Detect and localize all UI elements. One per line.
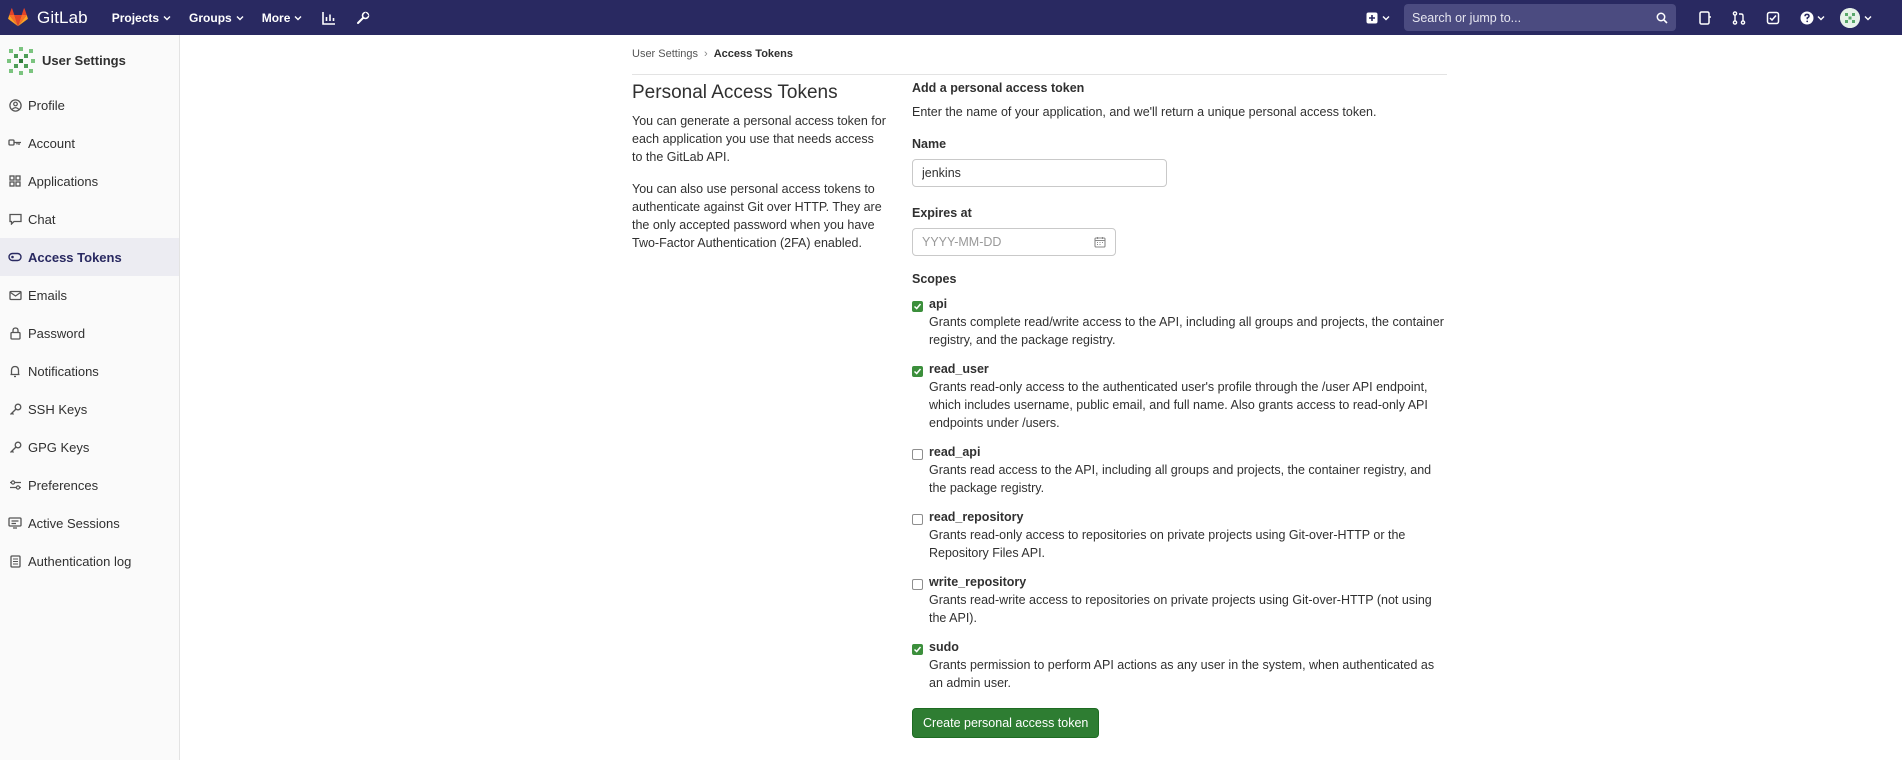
log-icon [8, 554, 22, 568]
sidebar-item-label: Active Sessions [28, 515, 120, 531]
chevron-down-icon [1817, 14, 1825, 22]
scopes-label: Scopes [912, 272, 957, 286]
sidebar-item-ssh-keys[interactable] [0, 390, 179, 428]
gitlab-home-link[interactable] [0, 0, 88, 35]
info-paragraph: You can generate a personal access token for each application you use that needs access to the GitLab API. [632, 114, 886, 164]
sidebar-item-label: SSH Keys [28, 401, 88, 417]
sidebar-title: User Settings [42, 53, 126, 68]
lock-icon [8, 326, 22, 340]
search-box[interactable] [1404, 4, 1676, 31]
scope-checkbox[interactable] [912, 449, 923, 460]
admin-wrench-icon[interactable] [354, 9, 372, 27]
create-token-button[interactable]: Create personal access token [912, 708, 1099, 738]
calendar-icon[interactable] [1094, 236, 1106, 248]
sidebar-item-label: Notifications [28, 363, 99, 379]
info-paragraph: You can also use personal access tokens to authenticate against Git over HTTP. They are the only accepted password when you have Two-Factor Authentication (2FA) enabled. [632, 182, 882, 250]
new-dropdown[interactable] [1366, 12, 1390, 24]
scope-name: read_repository [929, 510, 1024, 524]
sidebar-item-label: GPG Keys [28, 439, 90, 455]
sidebar-item-notifications[interactable] [0, 352, 179, 390]
sidebar-item-preferences[interactable] [0, 466, 179, 504]
preferences-icon [8, 478, 22, 492]
scope-description: Grants read-only access to the authenticated user's profile through the /user API endpoint, which includes username, public email, and full name. Also grants access to read-only API endpoints under /users. [929, 380, 1428, 430]
sidebar-item-label: Profile [28, 97, 65, 113]
gitlab-logo-icon [8, 8, 28, 27]
scope-checkbox[interactable] [912, 644, 923, 655]
form-heading: Add a personal access token [912, 81, 1085, 95]
scope-sudo [912, 640, 1447, 692]
sidebar-item-chat[interactable] [0, 200, 179, 238]
search-icon [1656, 12, 1668, 24]
brand-name: GitLab [37, 7, 88, 27]
search-input[interactable] [1412, 11, 1656, 25]
chevron-down-icon [1864, 14, 1872, 22]
help-dropdown[interactable] [1799, 10, 1825, 26]
scope-description: Grants read-write access to repositories on private projects using Git-over-HTTP (not using the API). [929, 593, 1432, 625]
sidebar-item-gpg-keys[interactable] [0, 428, 179, 466]
scope-name: api [929, 297, 948, 311]
groups-menu-label: Groups [189, 10, 232, 25]
sidebar-header[interactable] [0, 35, 179, 86]
user-menu[interactable] [1840, 8, 1872, 28]
scope-api [912, 297, 1447, 349]
scope-name: sudo [929, 640, 959, 654]
name-label: Name [912, 137, 947, 151]
top-navbar [0, 0, 1902, 35]
ssh-key-icon [8, 402, 22, 416]
more-menu[interactable] [262, 11, 303, 25]
chevron-down-icon [294, 14, 302, 22]
scope-name: write_repository [929, 575, 1027, 589]
projects-menu[interactable] [112, 11, 171, 25]
bell-icon [8, 364, 22, 378]
activity-chart-icon[interactable] [320, 9, 338, 27]
scope-name: read_user [929, 362, 989, 376]
token-name-field[interactable] [912, 159, 1167, 187]
applications-icon [8, 174, 22, 188]
gpg-key-icon [8, 440, 22, 454]
chat-icon [8, 212, 22, 226]
scope-checkbox[interactable] [912, 579, 923, 590]
sidebar-item-label: Password [28, 325, 86, 341]
sidebar-item-label: Preferences [28, 477, 99, 493]
scope-description: Grants read access to the API, including all groups and projects, the container registry, and the package registry. [929, 463, 1432, 495]
scope-description: Grants complete read/write access to the API, including all groups and projects, the container registry, and the package registry. [929, 315, 1444, 347]
sidebar-item-password[interactable] [0, 314, 179, 352]
scope-checkbox[interactable] [912, 514, 923, 525]
key-icon [8, 136, 22, 150]
more-menu-label: More [261, 10, 291, 25]
scope-read-user [912, 362, 1447, 432]
scope-read-repository [912, 510, 1447, 562]
sidebar-item-emails[interactable] [0, 276, 179, 314]
sidebar-item-label: Account [28, 135, 75, 151]
sidebar-item-label: Access Tokens [28, 249, 122, 265]
breadcrumb [632, 48, 793, 60]
help-icon [1800, 11, 1814, 25]
projects-menu-label: Projects [111, 10, 160, 25]
sidebar-item-access-tokens[interactable] [0, 238, 179, 276]
sidebar-item-profile[interactable] [0, 86, 179, 124]
scope-name: read_api [929, 445, 981, 459]
sidebar-item-label: Chat [28, 211, 56, 227]
issues-icon[interactable] [1697, 10, 1713, 26]
sidebar-item-active-sessions[interactable] [0, 504, 179, 542]
expires-at-input[interactable] [922, 235, 1094, 249]
mail-icon [8, 288, 22, 302]
user-avatar-icon [6, 46, 36, 76]
sidebar-item-label: Authentication log [28, 553, 132, 569]
form-intro: Enter the name of your application, and we'll return a unique personal access token. [912, 105, 1377, 119]
sidebar-item-account[interactable] [0, 124, 179, 162]
breadcrumb-separator-icon: › [704, 48, 708, 60]
info-panel [632, 82, 887, 266]
merge-requests-icon[interactable] [1731, 10, 1747, 26]
plus-square-icon [1366, 12, 1378, 24]
scope-checkbox[interactable] [912, 301, 923, 312]
page-title: Personal Access Tokens [632, 82, 838, 103]
sidebar-item-applications[interactable] [0, 162, 179, 200]
scope-checkbox[interactable] [912, 366, 923, 377]
scope-description: Grants read-only access to repositories on private projects using Git-over-HTTP or the Repository Files API. [929, 528, 1406, 560]
scope-write-repository [912, 575, 1447, 627]
divider [632, 74, 1447, 75]
settings-sidebar [0, 35, 180, 760]
sidebar-item-authentication-log[interactable] [0, 542, 179, 580]
scope-description: Grants permission to perform API actions as any user in the system, when authenticated as an admin user. [929, 658, 1435, 690]
groups-menu[interactable] [189, 11, 244, 25]
scope-read-api [912, 445, 1447, 497]
sidebar-item-label: Applications [28, 173, 99, 189]
breadcrumb-current[interactable]: Access Tokens [713, 48, 793, 60]
profile-icon [8, 98, 22, 112]
chevron-down-icon [236, 14, 244, 22]
token-form [912, 81, 1447, 738]
expires-at-field[interactable] [912, 228, 1116, 256]
expires-label: Expires at [912, 206, 972, 220]
chevron-down-icon [163, 14, 171, 22]
breadcrumb-parent-link[interactable]: User Settings [632, 48, 699, 60]
monitor-icon [8, 516, 22, 530]
token-icon [8, 250, 22, 264]
todos-icon[interactable] [1765, 10, 1781, 26]
chevron-down-icon [1382, 14, 1390, 22]
avatar [1840, 8, 1860, 28]
sidebar-item-label: Emails [28, 287, 68, 303]
